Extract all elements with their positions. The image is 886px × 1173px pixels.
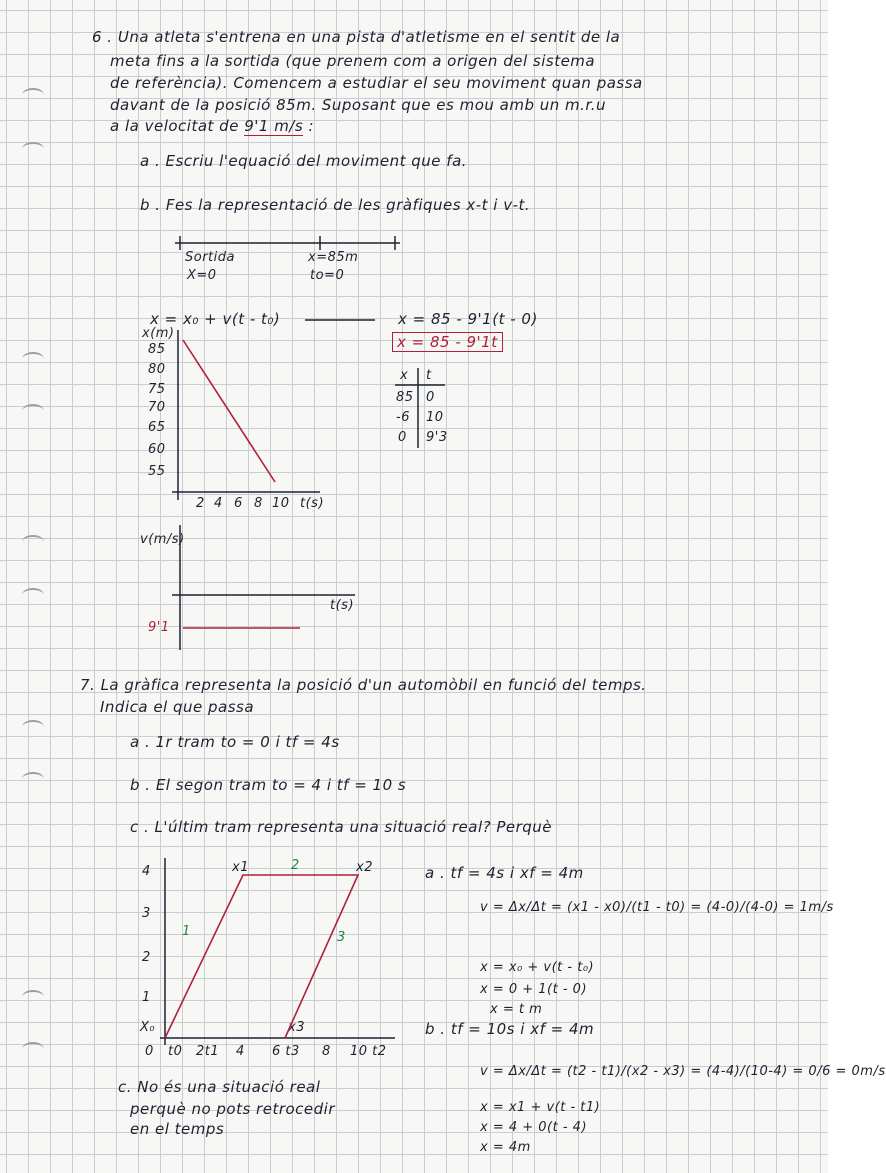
table-cell: 85 (396, 390, 414, 405)
xt-xtick: 6 (234, 496, 243, 511)
answer-c: c. No és una situació real (118, 1078, 321, 1096)
answer-c: en el temps (130, 1120, 225, 1138)
p7-xtick: 0 (145, 1044, 154, 1059)
xt-ytick: 65 (148, 420, 166, 435)
numberline-start: Sortida (185, 250, 235, 265)
eq-final: x = 85 - 9'1t (392, 332, 503, 352)
numberline-pos: x=85m (308, 250, 359, 265)
xt-xtick: 4 (214, 496, 223, 511)
p7-xtick: 10 t2 (350, 1044, 387, 1059)
xt-xtick: 2 (196, 496, 205, 511)
p7-ytick: 2 (142, 950, 151, 965)
numberline-t0: to=0 (310, 268, 345, 283)
eq-general: x = x₀ + v(t - t₀) (150, 310, 281, 328)
table-header: t (426, 368, 432, 383)
p6-line: 6 . Una atleta s'entrena en una pista d'atletisme en el sentit de la (92, 28, 621, 46)
p7-xtick: 8 (322, 1044, 331, 1059)
p7-xtick: 2t1 (196, 1044, 220, 1059)
p6-line: davant de la posició 85m. Suposant que es mou amb un m.r.u (110, 96, 606, 114)
table-header: x (400, 368, 409, 383)
segment-label: 1 (182, 924, 191, 939)
p7-ytick: 1 (142, 990, 151, 1005)
table-cell: 0 (398, 430, 407, 445)
p7-position-line (165, 875, 358, 1038)
xt-line (183, 340, 275, 482)
table-cell: 10 (426, 410, 444, 425)
p6-part-b: b . Fes la representació de les gràfiques x-t i v-t. (140, 196, 531, 214)
p7-line: Indica el que passa (100, 698, 255, 716)
vt-value-label: 9'1 (148, 620, 170, 635)
table-cell: -6 (396, 410, 410, 425)
p7-part-a: a . 1r tram to = 0 i tf = 4s (130, 733, 340, 751)
p7-xtick: 4 (236, 1044, 245, 1059)
xt-ytick: 55 (148, 464, 166, 479)
point-label: x2 (356, 860, 373, 875)
solution-b: x = x1 + v(t - t1) (480, 1100, 601, 1115)
answer-c: perquè no pots retrocedir (130, 1100, 336, 1118)
xt-xlabel: t(s) (300, 496, 325, 511)
p7-part-c: c . L'últim tram representa una situació real? Perquè (130, 818, 553, 836)
point-label: x1 (232, 860, 249, 875)
numberline-x0: X=0 (187, 268, 217, 283)
xt-ylabel: x(m) (142, 326, 175, 341)
table-cell: 9'3 (426, 430, 448, 445)
table-cell: 0 (426, 390, 435, 405)
p7-ytick: 4 (142, 864, 151, 879)
solution-b: x = 4m (480, 1140, 531, 1155)
solution-a: x = x₀ + v(t - t₀) (480, 960, 595, 975)
vt-ylabel: v(m/s) (140, 532, 185, 547)
vt-xlabel: t(s) (330, 598, 355, 613)
solution-a: a . tf = 4s i xf = 4m (425, 864, 584, 882)
solution-a: x = t m (490, 1002, 543, 1017)
p7-xtick: t0 (168, 1044, 183, 1059)
solution-b: v = Δx/Δt = (t2 - t1)/(x2 - x3) = (4-4)/(10-4) = 0/6 = 0m/s (480, 1064, 886, 1079)
xt-xtick: 8 (254, 496, 263, 511)
p7-part-b: b . El segon tram to = 4 i tf = 10 s (130, 776, 407, 794)
segment-label: 3 (337, 930, 346, 945)
p6-line: de referència). Comencem a estudiar el seu moviment quan passa (110, 74, 643, 92)
p6-part-a: a . Escriu l'equació del moviment que fa. (140, 152, 468, 170)
solution-a: x = 0 + 1(t - 0) (480, 982, 588, 997)
xt-xtick: 10 (272, 496, 290, 511)
p7-line: 7. La gràfica representa la posició d'un automòbil en funció del temps. (80, 676, 647, 694)
xt-ytick: 80 (148, 362, 166, 377)
eq-substituted: x = 85 - 9'1(t - 0) (398, 310, 538, 328)
solution-a: v = Δx/Δt = (x1 - x0)/(t1 - t0) = (4-0)/(4-0) = 1m/s (480, 900, 834, 915)
xt-ytick: 85 (148, 342, 166, 357)
xt-ytick: 60 (148, 442, 166, 457)
solution-b: b . tf = 10s i xf = 4m (425, 1020, 595, 1038)
xt-ytick: 75 (148, 382, 166, 397)
segment-label: 2 (291, 858, 300, 873)
point-label: x3 (288, 1020, 305, 1035)
p6-line: a la velocitat de 9'1 m/s : (110, 117, 315, 135)
p6-line: meta fins a la sortida (que prenem com a origen del sistema (110, 52, 596, 70)
velocity-value: 9'1 m/s (244, 117, 304, 135)
solution-b: x = 4 + 0(t - 4) (480, 1120, 588, 1135)
p7-ytick: X₀ (140, 1020, 156, 1035)
p7-xtick: 6 t3 (272, 1044, 300, 1059)
xt-ytick: 70 (148, 400, 166, 415)
p7-ytick: 3 (142, 906, 151, 921)
